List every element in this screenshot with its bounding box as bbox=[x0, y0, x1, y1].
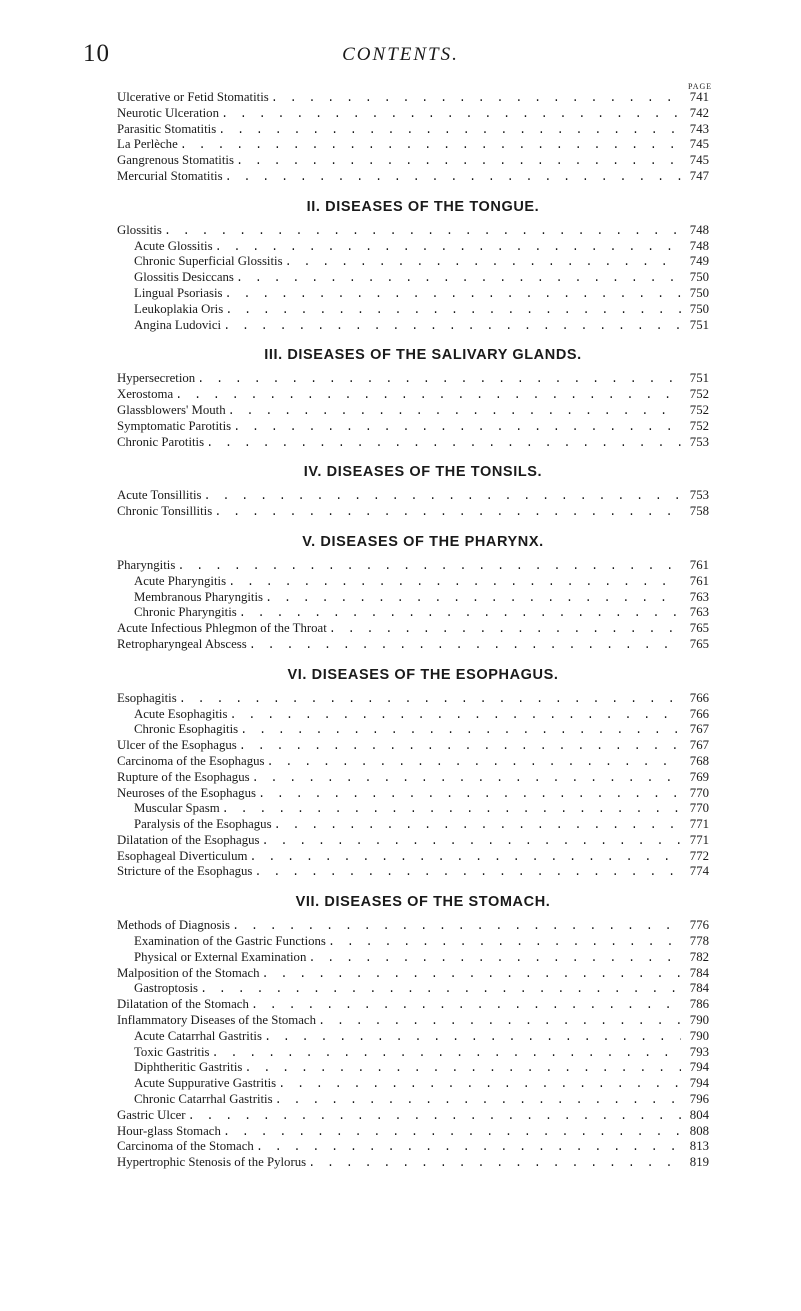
toc-entry bbox=[117, 153, 709, 169]
section-heading: III. DISEASES OF THE SALIVARY GLANDS. bbox=[264, 347, 582, 364]
toc-entry-page: 769 bbox=[689, 769, 709, 784]
toc-entry bbox=[117, 801, 709, 817]
dot-leader bbox=[228, 575, 681, 590]
dot-leader bbox=[200, 982, 681, 997]
toc-entry bbox=[117, 302, 709, 318]
toc-entry bbox=[117, 997, 709, 1013]
toc-entry-label: Acute Tonsillitis bbox=[117, 488, 202, 503]
toc-entry-page: 778 bbox=[689, 934, 709, 949]
toc-entry bbox=[117, 574, 709, 590]
dot-leader bbox=[285, 255, 681, 270]
dot-leader bbox=[262, 967, 681, 982]
toc-entry-label: Gastroptosis bbox=[134, 981, 198, 996]
toc-entry-label: Chronic Esophagitis bbox=[134, 722, 239, 737]
toc-entry-label: Esophageal Diverticulum bbox=[117, 848, 248, 863]
toc-entry bbox=[117, 981, 709, 997]
toc-entry bbox=[117, 137, 709, 153]
dot-leader bbox=[275, 1093, 681, 1108]
toc-entry-page: 766 bbox=[689, 706, 709, 721]
toc-entry-label: Acute Catarrhal Gastritis bbox=[134, 1028, 262, 1043]
toc-entry-page: 768 bbox=[689, 753, 709, 768]
page-number: 10 bbox=[83, 40, 110, 67]
dot-leader bbox=[262, 834, 681, 849]
toc-entry-label: Chronic Pharyngitis bbox=[134, 605, 237, 620]
toc-entry-label: Glassblowers' Mouth bbox=[117, 402, 226, 417]
dot-leader bbox=[221, 107, 681, 122]
toc-entry-page: 794 bbox=[689, 1076, 709, 1091]
dot-leader bbox=[228, 404, 681, 419]
toc-entry-page: 770 bbox=[689, 785, 709, 800]
toc-entry bbox=[117, 1013, 709, 1029]
toc-entry-page: 813 bbox=[689, 1139, 709, 1154]
dot-leader bbox=[254, 865, 681, 880]
toc-entry bbox=[117, 1060, 709, 1076]
toc-entry-label: Paralysis of the Esophagus bbox=[134, 817, 272, 832]
toc-entry-page: 745 bbox=[689, 137, 709, 152]
toc-entry bbox=[117, 691, 709, 707]
toc-entry-label: Toxic Gastritis bbox=[134, 1044, 210, 1059]
toc-entry-label: Physical or External Examination bbox=[134, 949, 307, 964]
toc-entry-label: Dilatation of the Stomach bbox=[117, 997, 249, 1012]
dot-leader bbox=[329, 622, 681, 637]
toc-entry-page: 794 bbox=[689, 1060, 709, 1075]
dot-leader bbox=[249, 850, 681, 865]
toc-entry-page: 808 bbox=[689, 1123, 709, 1138]
toc-entry-label: Gangrenous Stomatitis bbox=[117, 153, 234, 168]
toc-entry-label: Inflammatory Diseases of the Stomach bbox=[117, 1013, 317, 1028]
page-column-label: PAGE bbox=[688, 82, 713, 91]
toc-entry-label: Carcinoma of the Stomach bbox=[117, 1139, 254, 1154]
toc-entry-label: Examination of the Gastric Functions bbox=[134, 934, 326, 949]
toc-entry-label: Glossitis bbox=[117, 222, 162, 237]
toc-entry bbox=[117, 387, 709, 403]
dot-leader bbox=[212, 1046, 681, 1061]
dot-leader bbox=[244, 1061, 681, 1076]
toc-entry bbox=[117, 590, 709, 606]
toc-entry bbox=[117, 504, 709, 520]
toc-entry-label: Pharyngitis bbox=[117, 557, 176, 572]
section-heading: VI. DISEASES OF THE ESOPHAGUS. bbox=[287, 666, 559, 683]
dot-leader bbox=[266, 755, 681, 770]
toc-entry-label: Chronic Tonsillitis bbox=[117, 504, 213, 519]
toc-entry-label: Carcinoma of the Esophagus bbox=[117, 753, 265, 768]
dot-leader bbox=[318, 1014, 681, 1029]
toc-entry bbox=[117, 1092, 709, 1108]
dot-leader bbox=[252, 771, 681, 786]
toc-entry bbox=[117, 1108, 709, 1124]
toc-entry-label: Acute Infectious Phlegmon of the Throat bbox=[117, 621, 327, 636]
toc-entry-page: 761 bbox=[689, 573, 709, 588]
toc-entry-page: 743 bbox=[689, 121, 709, 136]
dot-leader bbox=[271, 91, 681, 106]
toc-entry bbox=[117, 318, 709, 334]
dot-leader bbox=[222, 802, 681, 817]
toc-entry-label: Neuroses of the Esophagus bbox=[117, 785, 256, 800]
dot-leader bbox=[225, 303, 681, 318]
toc-entry bbox=[117, 833, 709, 849]
section-heading: IV. DISEASES OF THE TONSILS. bbox=[303, 464, 543, 481]
toc-entry-label: Malposition of the Stomach bbox=[117, 965, 260, 980]
dot-leader bbox=[215, 240, 681, 255]
dot-leader bbox=[258, 787, 681, 802]
toc-entry-page: 742 bbox=[689, 105, 709, 120]
toc-entry-page: 770 bbox=[689, 801, 709, 816]
dot-leader bbox=[225, 170, 681, 185]
toc-entry-label: Acute Esophagitis bbox=[134, 706, 228, 721]
toc-entry-page: 753 bbox=[689, 488, 709, 503]
toc-entry-label: Gastric Ulcer bbox=[117, 1107, 186, 1122]
toc-entry-label: Dilatation of the Esophagus bbox=[117, 832, 260, 847]
dot-leader bbox=[265, 591, 681, 606]
toc-entry-label: Angina Ludovici bbox=[134, 317, 222, 332]
toc-entry bbox=[117, 286, 709, 302]
toc-entry-label: Acute Pharyngitis bbox=[134, 573, 227, 588]
toc-entry-label: Membranous Pharyngitis bbox=[134, 589, 264, 604]
dot-leader bbox=[274, 818, 681, 833]
toc-entry bbox=[117, 918, 709, 934]
section-heading: VII. DISEASES OF THE STOMACH. bbox=[295, 894, 551, 911]
toc-entry-page: 774 bbox=[689, 864, 709, 879]
dot-leader bbox=[239, 606, 681, 621]
toc-entry-page: 793 bbox=[689, 1044, 709, 1059]
dot-leader bbox=[223, 319, 681, 334]
dot-leader bbox=[328, 935, 681, 950]
toc-entry-page: 767 bbox=[689, 722, 709, 737]
toc-entry bbox=[117, 435, 709, 451]
toc-entry-label: Hour-glass Stomach bbox=[117, 1123, 221, 1138]
toc-entry bbox=[117, 223, 709, 239]
toc-entry bbox=[117, 934, 709, 950]
dot-leader bbox=[218, 123, 681, 138]
dot-leader bbox=[233, 420, 681, 435]
toc-entry-page: 751 bbox=[689, 371, 709, 386]
dot-leader bbox=[251, 998, 681, 1013]
toc-entry-label: Hypersecretion bbox=[117, 371, 196, 386]
toc-entry-label: Methods of Diagnosis bbox=[117, 918, 231, 933]
dot-leader bbox=[206, 436, 681, 451]
toc-entry-page: 750 bbox=[689, 270, 709, 285]
toc-entry-page: 766 bbox=[689, 690, 709, 705]
toc-entry-label: Retropharyngeal Abscess bbox=[117, 636, 247, 651]
dot-leader bbox=[278, 1077, 681, 1092]
dot-leader bbox=[223, 1125, 681, 1140]
toc-entry-page: 776 bbox=[689, 918, 709, 933]
toc-entry bbox=[117, 637, 709, 653]
toc-entry bbox=[117, 864, 709, 880]
toc-entry-page: 747 bbox=[689, 168, 709, 183]
toc-entry-page: 748 bbox=[689, 238, 709, 253]
toc-entry-label: Xerostoma bbox=[117, 387, 174, 402]
toc-entry-label: Acute Suppurative Gastritis bbox=[134, 1076, 277, 1091]
toc-entry-page: 752 bbox=[689, 402, 709, 417]
toc-entry bbox=[117, 605, 709, 621]
dot-leader bbox=[164, 224, 681, 239]
toc-entry bbox=[117, 403, 709, 419]
dot-leader bbox=[240, 723, 681, 738]
toc-entry bbox=[117, 488, 709, 504]
toc-entry-label: Mercurial Stomatitis bbox=[117, 168, 223, 183]
section-heading: V. DISEASES OF THE PHARYNX. bbox=[302, 533, 544, 550]
toc-entry-label: Stricture of the Esophagus bbox=[117, 864, 253, 879]
toc-entry bbox=[117, 371, 709, 387]
running-head: CONTENTS. bbox=[342, 44, 459, 65]
toc-entry-page: 741 bbox=[689, 90, 709, 104]
toc-entry bbox=[117, 966, 709, 982]
toc-entry bbox=[117, 122, 709, 138]
toc-entry-label: Acute Glossitis bbox=[134, 238, 213, 253]
toc-entry bbox=[117, 90, 709, 106]
toc-entry-label: Symptomatic Parotitis bbox=[117, 418, 232, 433]
toc-entry-page: 784 bbox=[689, 981, 709, 996]
dot-leader bbox=[188, 1109, 681, 1124]
toc-entry bbox=[117, 239, 709, 255]
dot-leader bbox=[177, 559, 681, 574]
dot-leader bbox=[179, 692, 681, 707]
dot-leader bbox=[214, 505, 681, 520]
toc-entry bbox=[117, 106, 709, 122]
toc-entry-page: 752 bbox=[689, 387, 709, 402]
toc-entry-label: Leukoplakia Oris bbox=[134, 301, 224, 316]
toc-entry bbox=[117, 754, 709, 770]
toc-entry-page: 804 bbox=[689, 1107, 709, 1122]
dot-leader bbox=[204, 489, 681, 504]
dot-leader bbox=[175, 388, 681, 403]
toc-entry-page: 790 bbox=[689, 1028, 709, 1043]
toc-entry bbox=[117, 849, 709, 865]
toc-entry-page: 819 bbox=[689, 1155, 709, 1170]
section-heading: II. DISEASES OF THE TONGUE. bbox=[306, 198, 540, 215]
dot-leader bbox=[308, 951, 681, 966]
toc-entry-page: 751 bbox=[689, 317, 709, 332]
table-of-contents bbox=[117, 90, 709, 1171]
toc-entry bbox=[117, 722, 709, 738]
toc-entry-page: 753 bbox=[689, 434, 709, 449]
toc-entry-page: 763 bbox=[689, 589, 709, 604]
toc-entry bbox=[117, 707, 709, 723]
toc-entry-label: Ulcerative or Fetid Stomatitis bbox=[117, 90, 269, 104]
toc-entry-label: Chronic Superficial Glossitis bbox=[134, 254, 283, 269]
toc-entry bbox=[117, 270, 709, 286]
dot-leader bbox=[256, 1140, 681, 1155]
toc-entry-label: Diphtheritic Gastritis bbox=[134, 1060, 243, 1075]
toc-entry bbox=[117, 1029, 709, 1045]
toc-entry-label: Esophagitis bbox=[117, 690, 177, 705]
toc-entry bbox=[117, 621, 709, 637]
toc-entry-page: 786 bbox=[689, 997, 709, 1012]
dot-leader bbox=[197, 372, 681, 387]
toc-entry bbox=[117, 1155, 709, 1171]
toc-entry bbox=[117, 1124, 709, 1140]
toc-entry-label: Hypertrophic Stenosis of the Pylorus bbox=[117, 1155, 307, 1170]
toc-entry bbox=[117, 419, 709, 435]
toc-entry-page: 790 bbox=[689, 1013, 709, 1028]
toc-entry-label: Chronic Catarrhal Gastritis bbox=[134, 1092, 273, 1107]
toc-entry-page: 758 bbox=[689, 504, 709, 519]
dot-leader bbox=[308, 1156, 681, 1171]
dot-leader bbox=[236, 271, 681, 286]
toc-entry bbox=[117, 950, 709, 966]
toc-entry-page: 765 bbox=[689, 621, 709, 636]
toc-entry-page: 767 bbox=[689, 738, 709, 753]
toc-entry-label: Parasitic Stomatitis bbox=[117, 121, 217, 136]
toc-entry-label: Lingual Psoriasis bbox=[134, 285, 223, 300]
toc-entry-page: 752 bbox=[689, 418, 709, 433]
dot-leader bbox=[225, 287, 681, 302]
toc-entry-label: Neurotic Ulceration bbox=[117, 105, 219, 120]
toc-entry bbox=[117, 1076, 709, 1092]
toc-entry-page: 749 bbox=[689, 254, 709, 269]
toc-entry bbox=[117, 1139, 709, 1155]
toc-entry bbox=[117, 254, 709, 270]
toc-entry-page: 784 bbox=[689, 965, 709, 980]
dot-leader bbox=[239, 739, 681, 754]
toc-entry-label: Rupture of the Esophagus bbox=[117, 769, 250, 784]
toc-entry-label: Muscular Spasm bbox=[134, 801, 220, 816]
dot-leader bbox=[236, 154, 681, 169]
toc-entry-label: La Perlèche bbox=[117, 137, 178, 152]
toc-entry bbox=[117, 169, 709, 185]
toc-entry-label: Ulcer of the Esophagus bbox=[117, 738, 237, 753]
toc-entry-page: 750 bbox=[689, 301, 709, 316]
toc-entry-page: 745 bbox=[689, 153, 709, 168]
toc-entry bbox=[117, 770, 709, 786]
toc-entry-page: 765 bbox=[689, 636, 709, 651]
dot-leader bbox=[229, 708, 681, 723]
toc-entry-page: 771 bbox=[689, 817, 709, 832]
toc-entry-label: Chronic Parotitis bbox=[117, 434, 205, 449]
toc-entry bbox=[117, 817, 709, 833]
toc-entry-page: 772 bbox=[689, 848, 709, 863]
toc-entry bbox=[117, 558, 709, 574]
toc-entry-page: 750 bbox=[689, 285, 709, 300]
dot-leader bbox=[264, 1030, 681, 1045]
dot-leader bbox=[180, 138, 681, 153]
dot-leader bbox=[249, 638, 681, 653]
toc-entry bbox=[117, 738, 709, 754]
toc-entry bbox=[117, 1045, 709, 1061]
toc-entry-page: 763 bbox=[689, 605, 709, 620]
toc-entry-page: 748 bbox=[689, 222, 709, 237]
toc-entry-label: Glossitis Desiccans bbox=[134, 270, 234, 285]
toc-entry-page: 782 bbox=[689, 949, 709, 964]
toc-entry-page: 761 bbox=[689, 557, 709, 572]
toc-entry bbox=[117, 786, 709, 802]
toc-entry-page: 771 bbox=[689, 832, 709, 847]
toc-entry-page: 796 bbox=[689, 1092, 709, 1107]
dot-leader bbox=[232, 919, 681, 934]
